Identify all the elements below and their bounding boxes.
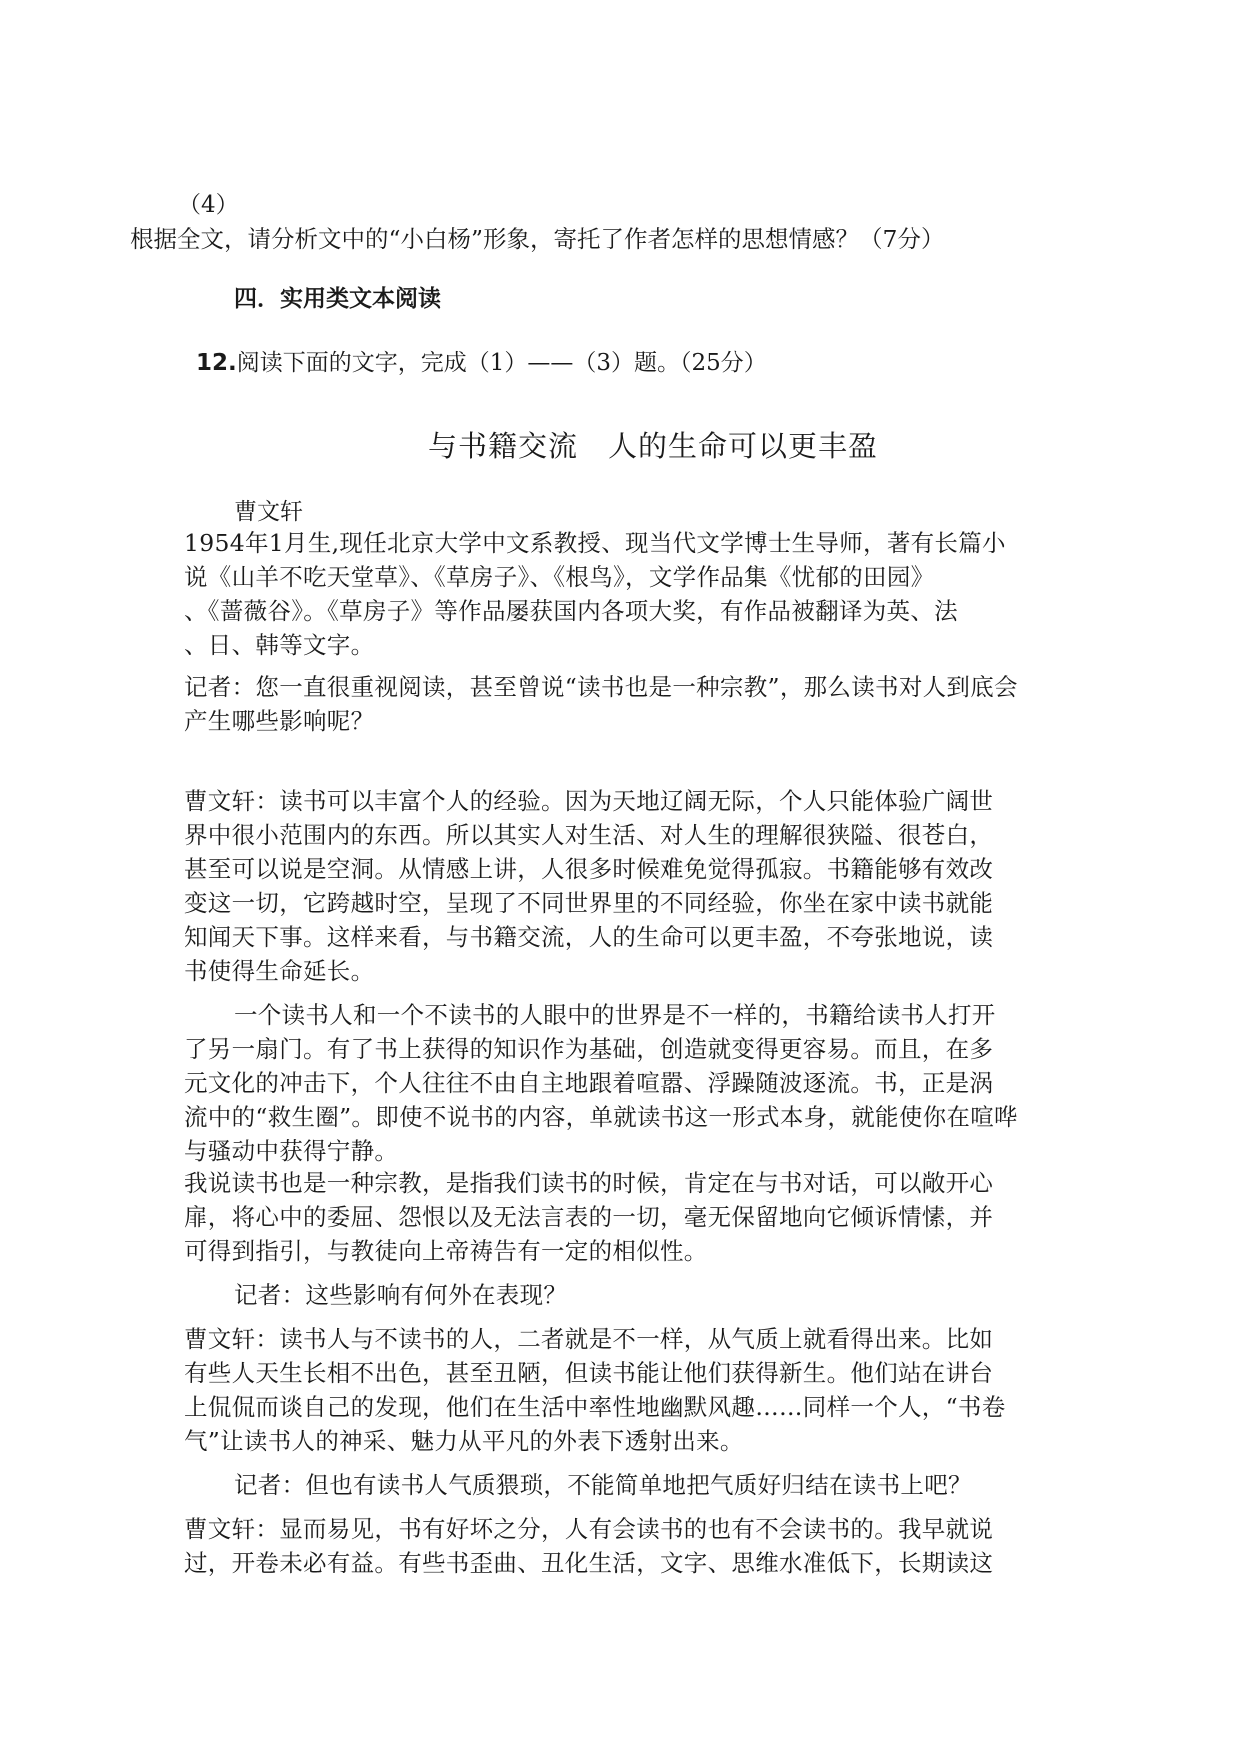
answer-2-line: 曹文轩：读书人与不读书的人，二者就是不一样，从气质上就看得出来。比如 (184, 1325, 994, 1353)
question-12 (196, 348, 767, 378)
answer-1-line: 界中很小范围内的东西。所以其实人对生活、对人生的理解很狭隘、很苍白， (184, 821, 994, 849)
author-bio-line: 1954年1月生,现任北京大学中文系教授、现当代文学博士生导师，著有长篇小 (184, 529, 1006, 557)
answer-1-line: 甚至可以说是空洞。从情感上讲，人很多时候难免觉得孤寂。书籍能够有效改 (184, 855, 994, 883)
question-12-text: 阅读下面的文字，完成（1）——（3）题。（25分） (236, 350, 767, 376)
section-heading: 四．实用类文本阅读 (234, 286, 441, 312)
author-bio-line: 、日、韩等文字。 (184, 631, 375, 659)
answer-1-paragraph-2-line: 一个读书人和一个不读书的人眼中的世界是不一样的，书籍给读书人打开 (234, 1001, 996, 1029)
answer-2-line: 气”让读书人的神采、魅力从平凡的外表下透射出来。 (184, 1427, 744, 1455)
answer-1-paragraph-2-line: 元文化的冲击下，个人往往不由自主地跟着喧嚣、浮躁随波逐流。书，正是涡 (184, 1069, 994, 1097)
answer-1-line: 曹文轩：读书可以丰富个人的经验。因为天地辽阔无际，个人只能体验广阔世 (184, 787, 994, 815)
reporter-question-3: 记者：但也有读书人气质猥琐，不能简单地把气质好归结在读书上吧？ (234, 1471, 972, 1499)
answer-1-line: 书使得生命延长。 (184, 957, 375, 985)
author-name: 曹文轩 (234, 499, 303, 525)
question-12-number: 12. (196, 350, 237, 376)
answer-1-paragraph-3-line: 可得到指引，与教徒向上帝祷告有一定的相似性。 (184, 1237, 708, 1265)
answer-1-paragraph-2-line: 与骚动中获得宁静。 (184, 1137, 399, 1165)
article-title: 与书籍交流 人的生命可以更丰盈 (428, 429, 879, 463)
question-4-number: （4） (178, 192, 239, 218)
answer-2-line: 上侃侃而谈自己的发现，他们在生活中率性地幽默风趣……同样一个人，“书卷 (184, 1393, 1006, 1421)
reporter-question-1-line: 记者：您一直很重视阅读，甚至曾说“读书也是一种宗教”，那么读书对人到底会 (184, 673, 1018, 701)
author-bio-line: 说《山羊不吃天堂草》、《草房子》、《根鸟》，文学作品集《忧郁的田园》 (184, 563, 935, 591)
answer-1-paragraph-3-line: 扉，将心中的委屈、怨恨以及无法言表的一切，毫无保留地向它倾诉情愫，并 (184, 1203, 994, 1231)
answer-3-line: 曹文轩：显而易见，书有好坏之分，人有会读书的也有不会读书的。我早就说 (184, 1515, 994, 1543)
reporter-question-2: 记者：这些影响有何外在表现？ (234, 1281, 568, 1309)
answer-1-line: 知闻天下事。这样来看，与书籍交流，人的生命可以更丰盈，不夸张地说，读 (184, 923, 994, 951)
answer-1-line: 变这一切，它跨越时空，呈现了不同世界里的不同经验，你坐在家中读书就能 (184, 889, 994, 917)
answer-2-line: 有些人天生长相不出色，甚至丑陋，但读书能让他们获得新生。他们站在讲台 (184, 1359, 994, 1387)
answer-1-paragraph-2-line: 流中的“救生圈”。即使不说书的内容，单就读书这一形式本身，就能使你在喧哗 (184, 1103, 1018, 1131)
answer-3-line: 过，开卷未必有益。有些书歪曲、丑化生活，文字、思维水准低下，长期读这 (184, 1549, 994, 1577)
answer-1-paragraph-2-line: 了另一扇门。有了书上获得的知识作为基础，创造就变得更容易。而且，在多 (184, 1035, 994, 1063)
author-bio-line: 、《蔷薇谷》。《草房子》等作品屡获国内各项大奖，有作品被翻译为英、法 (184, 597, 958, 625)
question-4-text: 根据全文，请分析文中的“小白杨”形象，寄托了作者怎样的思想情感？（7分） (130, 225, 945, 253)
answer-1-paragraph-3-line: 我说读书也是一种宗教，是指我们读书的时候，肯定在与书对话，可以敞开心 (184, 1169, 994, 1197)
reporter-question-1-line: 产生哪些影响呢？ (184, 707, 375, 735)
